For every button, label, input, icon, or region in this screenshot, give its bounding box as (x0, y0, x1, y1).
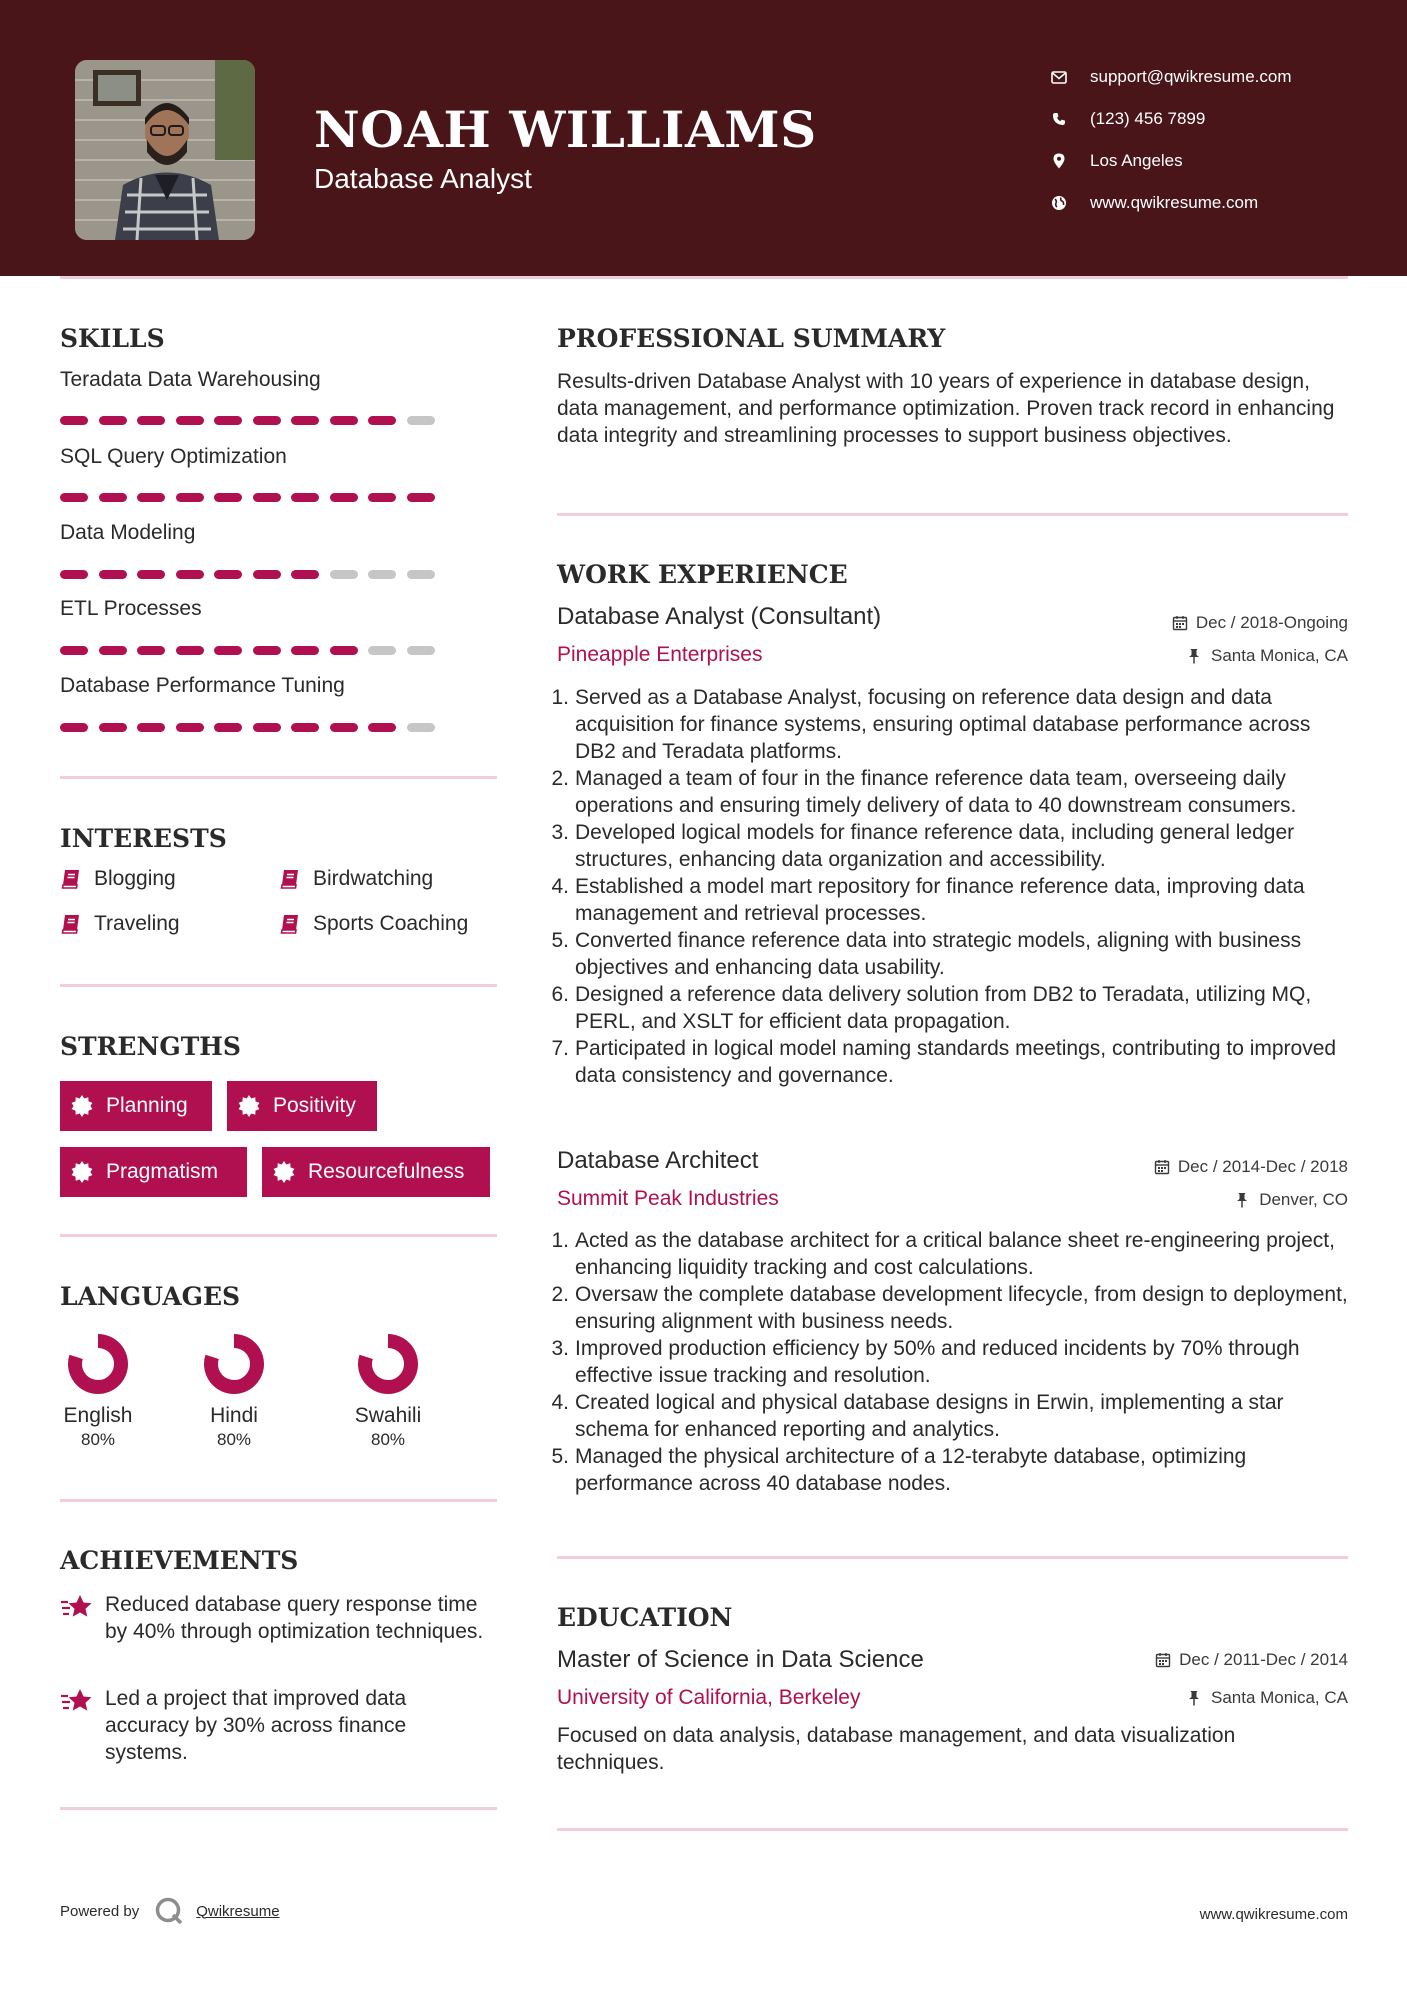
skill-dot-filled (214, 570, 242, 579)
strength-tag (60, 1147, 247, 1197)
job-bullet (550, 1443, 1350, 1497)
skill-dot-filled (253, 416, 281, 425)
language-percent: 80% (80, 1430, 116, 1449)
job-title: Database Analyst (Consultant) (557, 603, 882, 630)
contact-list (1050, 56, 1292, 224)
job-bullet (550, 684, 1350, 765)
envelope-icon (1050, 68, 1068, 86)
strengths-heading: STRENGTHS (60, 1032, 241, 1061)
candidate-title: Database Analyst (314, 163, 532, 194)
interest-label: Traveling (94, 912, 180, 935)
skill-rating (60, 646, 445, 656)
skill-dot-filled (253, 646, 281, 655)
skill-dot-filled (214, 646, 242, 655)
skill-rating (60, 723, 445, 733)
powered-by-label: Powered by (60, 1902, 140, 1920)
education-date-text: Dec / 2011-Dec / 2014 (1179, 1650, 1348, 1669)
job-bullet (550, 765, 1350, 819)
skill-dot-filled (176, 493, 204, 502)
strength-label: Positivity (273, 1094, 356, 1117)
section-divider (60, 1499, 497, 1502)
resume-header (0, 0, 1407, 276)
skill-dot-filled (176, 570, 204, 579)
skill-dot-filled (368, 416, 396, 425)
summary-heading: PROFESSIONAL SUMMARY (557, 324, 946, 353)
bullet-number: 4. (551, 1391, 569, 1414)
skill-dot-filled (330, 493, 358, 502)
badge-icon (70, 1160, 94, 1184)
skill-dot-filled (214, 493, 242, 502)
skill-label: Teradata Data Warehousing (60, 368, 321, 391)
section-divider (557, 513, 1348, 516)
skill-dot-filled (253, 493, 281, 502)
language-item (53, 1332, 143, 1450)
strength-label: Planning (106, 1094, 188, 1117)
skill-dot-filled (99, 723, 127, 732)
achievement-item (60, 1591, 490, 1645)
skill-dot-empty (407, 416, 435, 425)
star-icon (60, 1685, 94, 1719)
education-date (1155, 1650, 1348, 1670)
language-ring-arc (75, 1341, 121, 1387)
skill-dot-filled (330, 646, 358, 655)
bullet-text: Managed the physical architecture of a 12-terabyte database, optimizing performance across 40 database nodes. (575, 1445, 1247, 1495)
language-percent: 80% (216, 1430, 252, 1449)
skill-dot-filled (99, 493, 127, 502)
language-ring (356, 1332, 420, 1396)
job-bullet (550, 981, 1350, 1035)
skill-dot-filled (407, 493, 435, 502)
interest-label: Blogging (94, 867, 176, 890)
job-bullet (550, 1281, 1350, 1335)
interest-item (279, 867, 433, 891)
badge-icon (272, 1160, 296, 1184)
pushpin-icon (1235, 1192, 1251, 1208)
bullet-text: Created logical and physical database designs in Erwin, implementing a star schema for enhanced reporting and analytics. (575, 1391, 1284, 1441)
job-bullets (550, 1227, 1350, 1497)
badge-icon (70, 1094, 94, 1118)
job-date-text: Dec / 2018-Ongoing (1195, 613, 1348, 632)
bullet-text: Managed a team of four in the finance reference data team, overseeing daily operations and ensuring timely delivery of data to 40 downstream consumers. (575, 767, 1297, 817)
skill-dot-filled (137, 723, 165, 732)
skill-dot-filled (291, 416, 319, 425)
bullet-number: 1. (551, 686, 569, 709)
language-ring (202, 1332, 266, 1396)
skill-dot-filled (253, 570, 281, 579)
skill-label: Data Modeling (60, 521, 196, 544)
bullet-text: Developed logical models for finance reference data, including general ledger structures, enhancing data organization and accessibility. (575, 821, 1295, 871)
education-location (1187, 1688, 1348, 1708)
contact-email-text: support@qwikresume.com (1090, 67, 1292, 86)
bullet-text: Established a model mart repository for finance reference data, improving data management and retrieval processes. (575, 875, 1305, 925)
job-bullet (550, 1335, 1350, 1389)
job-bullet (550, 1035, 1350, 1089)
skill-dot-filled (60, 646, 88, 655)
phone-icon (1050, 110, 1068, 128)
language-ring-arc (211, 1341, 257, 1387)
education-heading: EDUCATION (557, 1603, 733, 1632)
bullet-number: 6. (551, 983, 569, 1006)
skill-dot-filled (137, 493, 165, 502)
achievement-text: Led a project that improved data accuracy by 30% across finance systems. (105, 1687, 407, 1764)
job-title: Database Architect (557, 1147, 759, 1174)
calendar-icon (1172, 615, 1188, 631)
bullet-text: Acted as the database architect for a critical balance sheet re-engineering project, enhancing liquidity tracking and cost calculations. (575, 1229, 1335, 1279)
summary-text: Results-driven Database Analyst with 10 years of experience in database design, data management, and performance optimization. Proven track record in enhancing data integrity and streamlining processes to support business objectives. (557, 370, 1335, 447)
bullet-number: 5. (551, 929, 569, 952)
bullet-number: 3. (551, 1337, 569, 1360)
skills-heading: SKILLS (60, 324, 165, 353)
skill-dot-filled (368, 493, 396, 502)
star-icon (60, 1591, 94, 1625)
bullet-number: 2. (551, 1283, 569, 1306)
job-location (1187, 646, 1348, 666)
strength-tag (227, 1081, 377, 1131)
skill-dot-empty (407, 723, 435, 732)
job-date (1154, 1157, 1348, 1177)
skill-dot-empty (407, 570, 435, 579)
skill-dot-filled (291, 570, 319, 579)
job-location (1235, 1190, 1348, 1210)
skill-dot-empty (330, 570, 358, 579)
skill-dot-empty (368, 570, 396, 579)
skill-dot-filled (330, 416, 358, 425)
skill-rating (60, 570, 445, 580)
skill-dot-filled (291, 646, 319, 655)
language-name: English (63, 1404, 133, 1427)
bullet-number: 4. (551, 875, 569, 898)
language-item (189, 1332, 279, 1450)
skill-dot-filled (60, 570, 88, 579)
skill-dot-filled (330, 723, 358, 732)
experience-heading: WORK EXPERIENCE (557, 560, 848, 589)
skill-dot-filled (60, 416, 88, 425)
skill-dot-filled (99, 646, 127, 655)
bullet-text: Oversaw the complete database development lifecycle, from design to deployment, ensuring alignment with business needs. (575, 1283, 1348, 1333)
strength-tag (262, 1147, 490, 1197)
skill-dot-filled (176, 416, 204, 425)
globe-icon (1050, 194, 1068, 212)
job-location-text: Santa Monica, CA (1210, 646, 1348, 665)
degree-title: Master of Science in Data Science (557, 1646, 924, 1673)
job-location-text: Denver, CO (1259, 1190, 1348, 1209)
book-icon (60, 913, 82, 935)
job-bullets (550, 684, 1350, 1089)
skill-dot-filled (137, 646, 165, 655)
section-divider (60, 1807, 497, 1810)
contact-website[interactable] (1050, 182, 1292, 224)
location-pin-icon (1050, 152, 1068, 170)
bullet-number: 7. (551, 1037, 569, 1060)
skill-dot-filled (214, 723, 242, 732)
language-percent: 80% (370, 1430, 406, 1449)
language-item (343, 1332, 433, 1450)
strength-tag (60, 1081, 212, 1131)
language-name: Swahili (354, 1404, 422, 1427)
book-icon (60, 868, 82, 890)
footer-website[interactable]: www.qwikresume.com (1199, 1906, 1348, 1923)
bullet-text: Converted finance reference data into strategic models, aligning with business objectives and enhancing data usability. (575, 929, 1302, 979)
skill-label: ETL Processes (60, 597, 202, 620)
education-description: Focused on data analysis, database management, and data visualization techniques. (557, 1724, 1236, 1774)
pushpin-icon (1187, 648, 1203, 664)
language-ring-arc (365, 1341, 411, 1387)
skill-dot-filled (99, 570, 127, 579)
book-icon (279, 868, 301, 890)
bullet-text: Improved production efficiency by 50% and reduced incidents by 70% through effective issue tracking and resolution. (575, 1337, 1300, 1387)
languages-heading: LANGUAGES (60, 1282, 241, 1311)
footer-powered-by (60, 1896, 280, 1926)
contact-website-text: www.qwikresume.com (1090, 193, 1259, 212)
job-bullet (550, 1389, 1350, 1443)
skill-dot-filled (99, 416, 127, 425)
skill-rating (60, 416, 445, 426)
calendar-icon (1154, 1159, 1170, 1175)
skill-dot-filled (137, 416, 165, 425)
interests-heading: INTERESTS (60, 824, 227, 853)
job-bullet (550, 1227, 1350, 1281)
job-bullet (550, 819, 1350, 873)
interest-label: Birdwatching (313, 867, 434, 890)
interest-label: Sports Coaching (313, 912, 469, 935)
skill-dot-filled (214, 416, 242, 425)
section-divider (60, 776, 497, 779)
company-name: Summit Peak Industries (557, 1187, 779, 1210)
skill-label: SQL Query Optimization (60, 445, 287, 468)
bullet-number: 1. (551, 1229, 569, 1252)
achievement-text: Reduced database query response time by 40% through optimization techniques. (105, 1593, 484, 1643)
skill-dot-filled (60, 493, 88, 502)
skill-dot-filled (137, 570, 165, 579)
skill-dot-filled (176, 723, 204, 732)
language-name: Hindi (210, 1404, 258, 1427)
candidate-name: NOAH WILLIAMS (314, 100, 817, 159)
skill-dot-empty (407, 646, 435, 655)
section-divider (557, 1828, 1348, 1831)
job-bullet (550, 873, 1350, 927)
pushpin-icon (1187, 1690, 1203, 1706)
strength-label: Resourcefulness (308, 1160, 465, 1183)
qwikresume-link[interactable]: Qwikresume (196, 1902, 280, 1920)
job-bullet (550, 927, 1350, 981)
achievements-heading: ACHIEVEMENTS (60, 1546, 299, 1575)
skill-label: Database Performance Tuning (60, 674, 345, 697)
bullet-number: 2. (551, 767, 569, 790)
skill-dot-filled (291, 723, 319, 732)
interest-item (60, 912, 180, 936)
school-name: University of California, Berkeley (557, 1686, 861, 1709)
strength-label: Pragmatism (106, 1160, 219, 1183)
achievement-item (60, 1685, 490, 1766)
bullet-number: 5. (551, 1445, 569, 1468)
contact-phone[interactable] (1050, 98, 1292, 140)
education-location-text: Santa Monica, CA (1210, 1688, 1348, 1707)
header-divider (60, 276, 1348, 279)
skill-dot-filled (176, 646, 204, 655)
job-date-text: Dec / 2014-Dec / 2018 (1177, 1157, 1348, 1176)
job-date (1172, 613, 1348, 633)
skill-dot-filled (60, 723, 88, 732)
skill-rating (60, 493, 445, 503)
bullet-number: 3. (551, 821, 569, 844)
contact-location (1050, 140, 1292, 182)
skill-dot-filled (291, 493, 319, 502)
language-ring (66, 1332, 130, 1396)
book-icon (279, 913, 301, 935)
bullet-text: Designed a reference data delivery solution from DB2 to Teradata, utilizing MQ, PERL, and XSLT for efficient data propagation. (575, 983, 1312, 1033)
interest-item (60, 867, 176, 891)
contact-location-text: Los Angeles (1090, 151, 1183, 170)
contact-phone-text: (123) 456 7899 (1090, 109, 1206, 128)
bullet-text: Participated in logical model naming standards meetings, contributing to improved data consistency and governance. (575, 1037, 1337, 1087)
interest-item (279, 912, 468, 936)
company-name: Pineapple Enterprises (557, 643, 763, 666)
badge-icon (237, 1094, 261, 1118)
section-divider (60, 1234, 497, 1237)
section-divider (60, 984, 497, 987)
contact-email[interactable] (1050, 56, 1292, 98)
qwikresume-logo-icon (154, 1896, 184, 1926)
calendar-icon (1155, 1652, 1171, 1668)
skill-dot-empty (368, 646, 396, 655)
skill-dot-filled (253, 723, 281, 732)
bullet-text: Served as a Database Analyst, focusing on reference data design and data acquisition for finance systems, ensuring optimal database performance across DB2 and Teradata platforms. (575, 686, 1311, 763)
profile-photo (75, 60, 255, 240)
section-divider (557, 1556, 1348, 1559)
skill-dot-filled (368, 723, 396, 732)
